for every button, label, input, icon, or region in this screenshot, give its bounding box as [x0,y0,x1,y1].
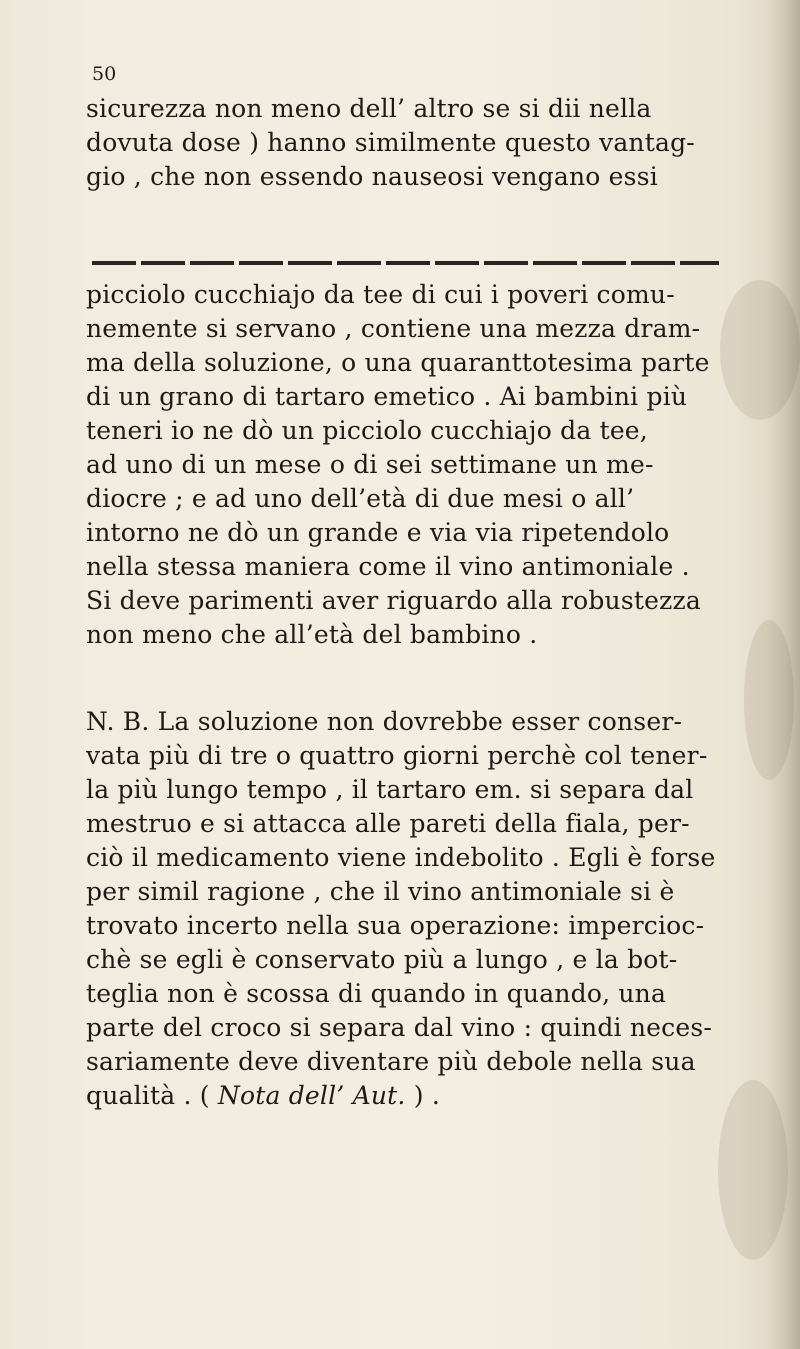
text-line: nella stessa maniera come il vino antimoniale . [86,552,690,581]
footnote-divider [92,261,719,265]
footnote-paragraph [86,278,726,652]
text-line: gio , che non essendo nauseosi vengano essi [86,162,658,191]
text-line: ad uno di un mese o di sei settimane un me- [86,450,654,479]
text-line: trovato incerto nella sua operazione: impercioc- [86,911,705,940]
text-line: dovuta dose ) hanno similmente questo vantag- [86,128,695,157]
text-line: per simil ragione , che il vino antimoniale si è [86,877,675,906]
page-number: 50 [92,63,117,85]
text-line: Si deve parimenti aver riguardo alla robustezza [86,586,701,615]
text-line: teglia non è scossa di quando in quando, una [86,979,667,1008]
page-edge-shadow [766,0,800,1349]
text-line: diocre ; e ad uno dell’età di due mesi o all’ [86,484,635,513]
text-line: la più lungo tempo , il tartaro em. si separa dal [86,775,694,804]
text-line: ma della soluzione, o una quaranttotesima parte [86,348,710,377]
top-paragraph [86,92,726,194]
text-line: sicurezza non meno dell’ altro se si dii nella [86,94,652,123]
text-line-final [86,1079,726,1113]
text-line: nemente si servano , contiene una mezza dram- [86,314,701,343]
text-line: chè se egli è conservato più a lungo , e la bot- [86,945,678,974]
text-line: vata più di tre o quattro giorni perchè col tener- [86,741,708,770]
final-line-end: ) . [413,1081,440,1110]
text-line: parte del croco si separa dal vino : quindi neces- [86,1013,713,1042]
text-line: picciolo cucchiajo da tee di cui i poveri comu- [86,280,675,309]
final-line-start: qualità . ( [86,1081,210,1110]
author-note-label: Nota dell’ Aut. [217,1081,406,1110]
note-paragraph [86,705,726,1113]
text-line: teneri io ne dò un picciolo cucchiajo da tee, [86,416,648,445]
text-line: intorno ne dò un grande e via via ripetendolo [86,518,670,547]
text-line: di un grano di tartaro emetico . Ai bambini più [86,382,688,411]
text-line: sariamente deve diventare più debole nella sua [86,1047,696,1076]
text-line: mestruo e si attacca alle pareti della fiala, per- [86,809,690,838]
text-line: N. B. La soluzione non dovrebbe esser conser- [86,707,683,736]
text-line: non meno che all’età del bambino . [86,620,538,649]
text-line: ciò il medicamento viene indebolito . Egli è forse [86,843,716,872]
